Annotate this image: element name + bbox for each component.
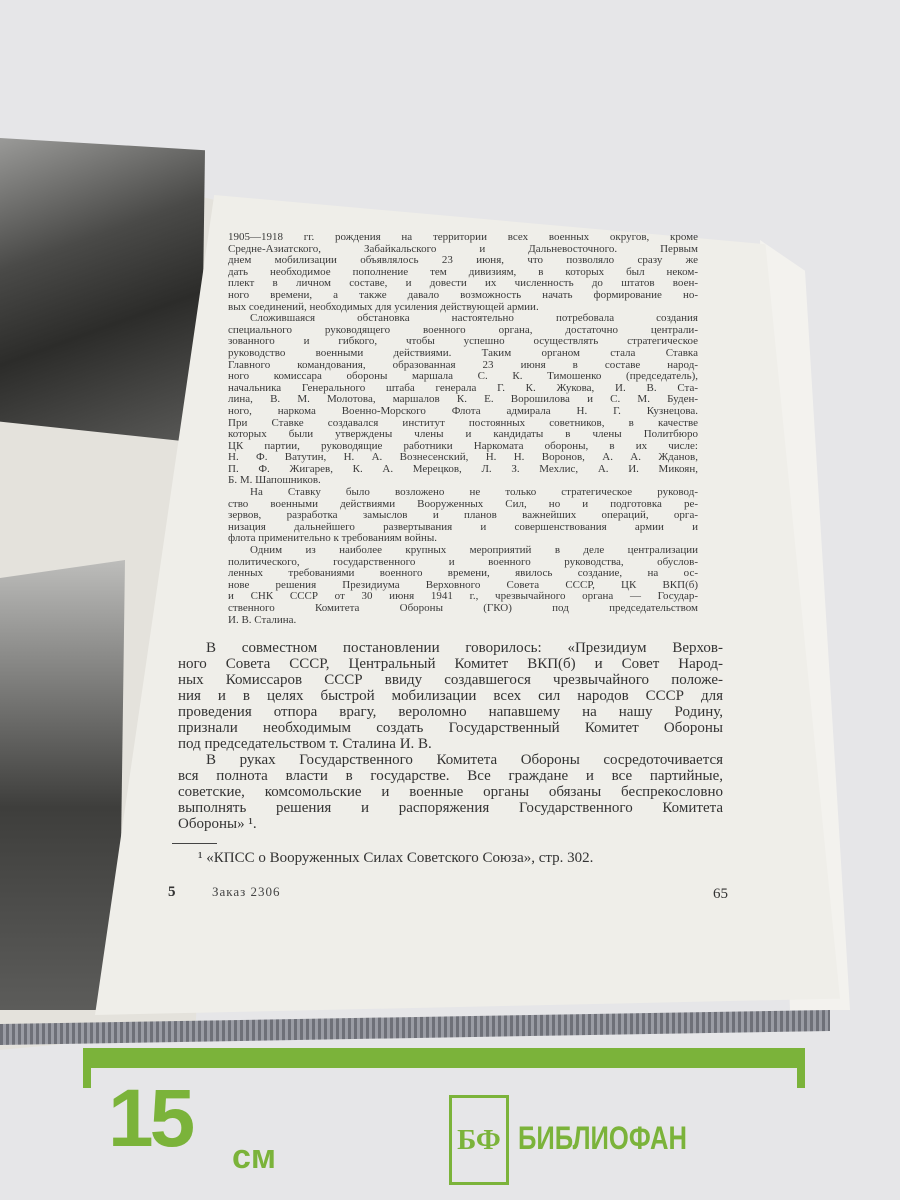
text-line: П. Ф. Жигарев, К. А. Мерецков, Л. З. Мехлис, А. И. Микоян, bbox=[228, 462, 698, 475]
text-line: флота применительно к требованиям войны. bbox=[228, 532, 438, 545]
text-line: В руках Государственного Комитета Обороны сосредоточивается bbox=[206, 752, 723, 768]
text-line: Главного командования, образованная 23 июня в составе народ- bbox=[228, 358, 698, 371]
body-text-lower bbox=[178, 640, 723, 832]
text-line: зервов, разработка замыслов и планов важнейших операций, орга- bbox=[228, 509, 698, 522]
text-line: и СНК СССР от 30 июня 1941 г., чрезвычайного органа — Государ- bbox=[228, 590, 698, 603]
book-logo-icon: БФ bbox=[449, 1095, 509, 1185]
footnote-rule bbox=[172, 843, 217, 844]
text-line: ство военными действиями Вооруженных Сил, но и подготовка ре- bbox=[228, 497, 698, 510]
text-line: ния и в целях быстрой мобилизации всех сил народов СССР для bbox=[178, 688, 723, 704]
text-line: которых были утверждены члены и кандидаты в члены Политбюро bbox=[228, 428, 698, 441]
text-line: начальника Генерального штаба генерала Г. К. Жукова, И. В. Ста- bbox=[228, 381, 698, 394]
text-line: нове решения Президиума Верховного Совета СССР, ЦК ВКП(б) bbox=[228, 578, 698, 591]
text-line: И. В. Сталина. bbox=[228, 613, 297, 626]
text-line: выполнять решения и распоряжения Государственного Комитета bbox=[178, 800, 723, 816]
text-line: 1905—1918 гг. рождения на территории всех военных округов, кроме bbox=[228, 231, 698, 243]
text-line: На Ставку было возложено не только стратегическое руковод- bbox=[250, 486, 698, 499]
order-number: Заказ 2306 bbox=[212, 884, 281, 899]
text-line: ЦК партии, руководящие работники Наркомата обороны, в их числе: bbox=[228, 439, 698, 452]
body-text-upper bbox=[228, 232, 698, 626]
text-line: При Ставке создавался институт постоянных советников, в качестве bbox=[228, 416, 698, 429]
text-line: Обороны» ¹. bbox=[178, 816, 257, 832]
text-line: ного Совета СССР, Центральный Комитет ВКП(б) и Совет Народ- bbox=[178, 656, 723, 672]
text-line: под председательством т. Сталина И. В. bbox=[178, 736, 432, 752]
text-line: Б. М. Шапошников. bbox=[228, 474, 321, 487]
text-line: низация дальнейшего развертывания и совершенствования армии и bbox=[228, 520, 698, 533]
text-line: советские, комсомольские и военные органы обязаны беспрекословно bbox=[178, 784, 723, 800]
text-line: Средне-Азиатского, Забайкальского и Дальневосточного. Первым bbox=[228, 242, 698, 255]
text-line: ленных требованиями военного времени, явилось создание, на ос- bbox=[228, 567, 698, 580]
text-line: ственного Комитета Обороны (ГКО) под председательством bbox=[228, 602, 698, 614]
text-line: плект в личном составе, и довести их численность до штатов воен- bbox=[228, 277, 698, 290]
text-line: лина, В. М. Молотова, маршалов К. Е. Ворошилова и С. М. Буден- bbox=[228, 393, 698, 406]
text-line: ных Комиссаров СССР ввиду создавшегося чрезвычайного положе- bbox=[178, 672, 723, 688]
text-line: дать необходимое пополнение тем дивизиям, в которых был неком- bbox=[228, 265, 698, 278]
text-line: проведения отпора врагу, вероломно напавшему на нашу Родину, bbox=[178, 704, 723, 720]
text-line: ного комиссара обороны маршала С. К. Тимошенко (председатель), bbox=[228, 370, 698, 383]
text-line: Сложившаяся обстановка настоятельно потребовала создания bbox=[250, 312, 698, 325]
page-number: 65 bbox=[713, 886, 728, 902]
text-line: Н. Ф. Ватутин, Н. А. Вознесенский, Н. Н. Воронов, А. А. Жданов, bbox=[228, 451, 698, 464]
ruler-size: 15 bbox=[108, 1073, 192, 1164]
text-line: признали необходимым создать Государственный Комитет Обороны bbox=[178, 720, 723, 736]
text-line: политического, государственного и военного руководства, обуслов- bbox=[228, 555, 698, 568]
text-line: В совместном постановлении говорилось: «Президиум Верхов- bbox=[206, 640, 723, 656]
text-line: зованного и гибкого, чтобы успешно осуществлять стратегическое bbox=[228, 335, 698, 348]
text-line: вых соединений, необходимых для усиления действующей армии. bbox=[228, 300, 539, 313]
text-line: Одним из наиболее крупных мероприятий в деле централизации bbox=[250, 544, 698, 557]
logo-name: БИБЛИОФАН bbox=[518, 1120, 688, 1156]
text-line: руководство военными действиями. Таким органом стала Ставка bbox=[228, 346, 698, 359]
text-line: вся полнота власти в государстве. Все граждане и все партийные, bbox=[178, 768, 723, 784]
text-line: ного времени, а также давало возможность начать формирование но- bbox=[228, 288, 698, 301]
ruler-unit: см bbox=[232, 1138, 277, 1176]
ruler-bracket bbox=[83, 1048, 805, 1088]
text-line: специального руководящего военного органа, достаточно централи- bbox=[228, 323, 698, 336]
footnote: ¹ «КПСС о Вооруженных Силах Советского Союза», стр. 302. bbox=[198, 850, 594, 866]
signature-number: 5 bbox=[168, 884, 176, 900]
text-line: ного, наркома Военно-Морского Флота адмирала Н. Г. Кузнецова. bbox=[228, 404, 698, 417]
soldiers-photo bbox=[0, 138, 205, 443]
text-line: днем мобилизации объявлялось 23 июня, что позволяло сразу же bbox=[228, 254, 698, 267]
